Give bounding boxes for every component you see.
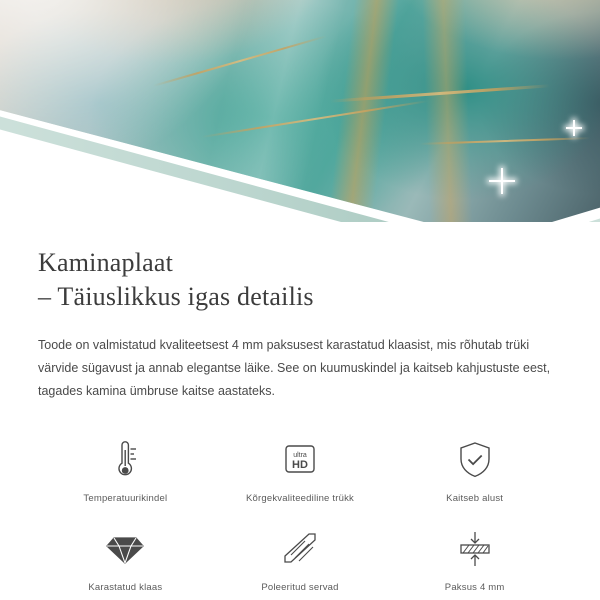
hero-image	[0, 0, 600, 222]
page-title	[38, 246, 562, 314]
feature-label: Poleeritud servad	[261, 582, 339, 593]
description-text: Toode on valmistatud kvaliteetsest 4 mm paksusest karastatud klaasist, mis rõhutab trüki värvide sügavust ja annab elegantse läike. See on kuumuskindel ja kaitseb kahjustuste eest, tagades kamina ümbruse kaitse aastateks.	[38, 338, 551, 398]
thermometer-icon	[102, 437, 148, 483]
svg-text:ultra: ultra	[293, 452, 307, 459]
feature-item-protects-base	[387, 437, 562, 504]
feature-grid	[38, 437, 562, 593]
feature-label: Karastatud klaas	[88, 582, 163, 593]
feature-label: Kõrgekvaliteediline trükk	[246, 493, 354, 504]
content-area	[0, 246, 600, 593]
shield-check-icon	[452, 437, 498, 483]
title-line-1: Kaminaplaat	[38, 248, 174, 277]
diamond-icon	[102, 526, 148, 572]
svg-text:HD: HD	[292, 459, 308, 471]
feature-label: Temperatuurikindel	[83, 493, 168, 504]
feature-item-thickness	[387, 526, 562, 593]
feature-label: Kaitseb alust	[446, 493, 504, 504]
feature-item-temperature	[38, 437, 213, 504]
polished-edges-icon	[277, 526, 323, 572]
feature-label: Paksus 4 mm	[444, 582, 505, 593]
feature-item-tempered-glass	[38, 526, 213, 593]
feature-item-print-quality	[213, 437, 388, 504]
title-line-2: – Täiuslikkus igas detailis	[38, 282, 314, 311]
feature-item-polished-edges	[213, 526, 388, 593]
thickness-icon	[452, 526, 498, 572]
glass-panel-artwork	[0, 0, 600, 222]
ultra-hd-icon	[277, 437, 323, 483]
